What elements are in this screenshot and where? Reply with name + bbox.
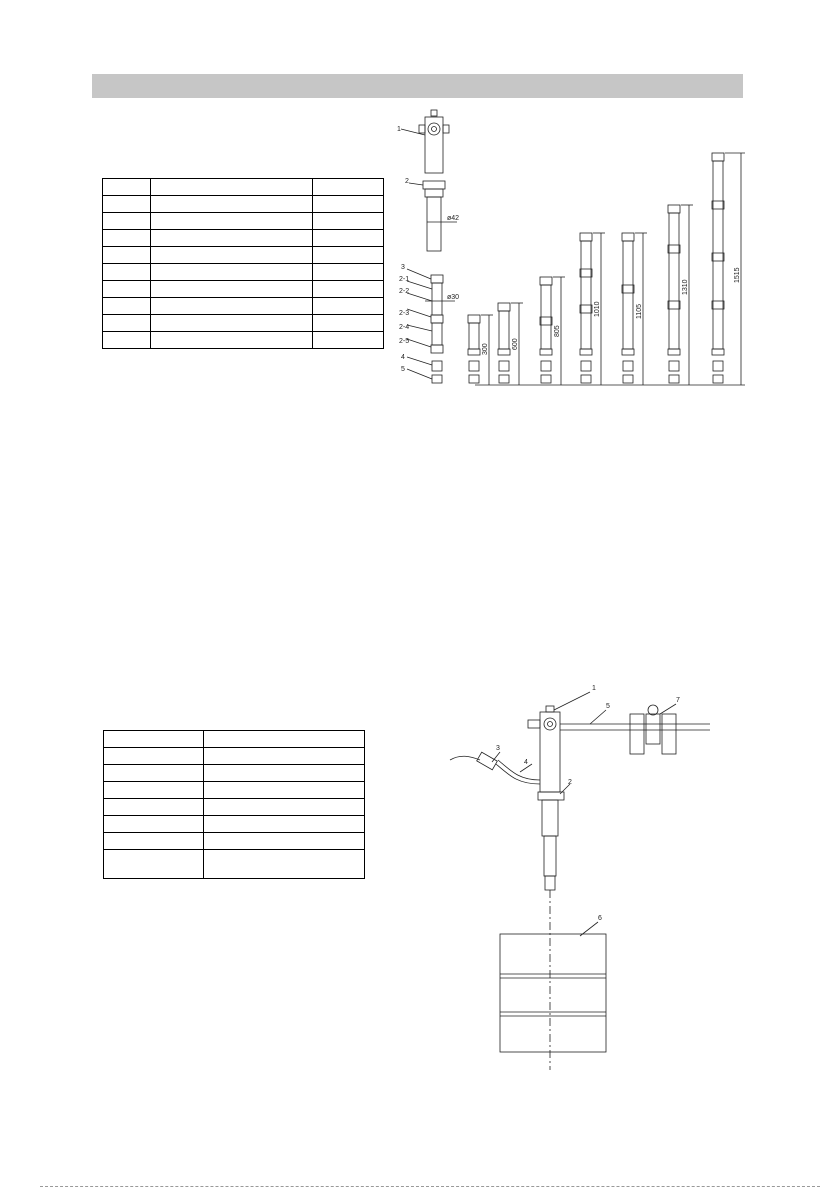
suction-tube-drawing xyxy=(395,105,755,395)
table-cell xyxy=(104,850,204,879)
page-bottom-rule xyxy=(40,1186,820,1187)
callout-2-2: 2-2 xyxy=(399,288,410,295)
table-cell xyxy=(104,782,204,799)
table-cell xyxy=(104,799,204,816)
table-row xyxy=(103,315,384,332)
table-cell xyxy=(313,332,384,349)
install-callout-6: 6 xyxy=(598,915,602,922)
table-cell xyxy=(203,850,364,879)
length-label-300: 300 xyxy=(482,343,489,355)
install-callout-4: 4 xyxy=(524,759,528,766)
tube-assembly-detail xyxy=(407,269,455,383)
air-line-and-frl-unit xyxy=(560,705,710,754)
table-cell xyxy=(203,799,364,816)
table-cell xyxy=(103,196,151,213)
length-label-805: 805 xyxy=(554,325,561,337)
tube-1010 xyxy=(580,233,592,383)
table-cell xyxy=(150,264,313,281)
table-cell xyxy=(150,196,313,213)
length-label-1310: 1310 xyxy=(682,279,689,295)
table-cell xyxy=(150,315,313,332)
callout-2-4: 2-4 xyxy=(399,324,410,331)
table-cell xyxy=(104,765,204,782)
table-row xyxy=(104,782,365,799)
table-cell xyxy=(313,281,384,298)
table-cell xyxy=(203,833,364,850)
length-label-1105: 1105 xyxy=(636,303,643,319)
callout-5: 5 xyxy=(401,366,405,373)
tube-1515 xyxy=(712,153,724,383)
table-row xyxy=(103,247,384,264)
install-callout-2: 2 xyxy=(568,779,572,786)
table-cell xyxy=(104,731,204,748)
table-row xyxy=(104,731,365,748)
table-cell xyxy=(313,230,384,247)
callout-2-3: 2-3 xyxy=(399,310,410,317)
table-row xyxy=(103,298,384,315)
install-callout-1: 1 xyxy=(592,685,596,692)
tube-600 xyxy=(498,303,510,383)
table-cell xyxy=(203,765,364,782)
callout-4: 4 xyxy=(401,354,405,361)
table-cell xyxy=(150,213,313,230)
length-label-600: 600 xyxy=(512,338,519,350)
table-cell xyxy=(313,196,384,213)
table-cell xyxy=(103,179,151,196)
table-cell xyxy=(203,748,364,765)
table-row xyxy=(103,196,384,213)
table-cell xyxy=(103,213,151,230)
table-row xyxy=(103,264,384,281)
tube-1310 xyxy=(668,205,680,383)
table-row xyxy=(104,850,365,879)
table-cell xyxy=(150,298,313,315)
pump-motor-unit xyxy=(401,110,460,251)
table-cell xyxy=(103,281,151,298)
diameter-label-42: ø42 xyxy=(447,215,460,222)
table-cell xyxy=(103,247,151,264)
table-cell xyxy=(150,230,313,247)
parts-table xyxy=(102,178,384,349)
length-label-1515: 1515 xyxy=(734,267,741,283)
install-callout-7: 7 xyxy=(676,697,680,704)
table-cell xyxy=(313,247,384,264)
table-cell xyxy=(103,298,151,315)
table-row xyxy=(104,799,365,816)
table-cell xyxy=(313,179,384,196)
callout-2: 2 xyxy=(405,178,409,185)
callout-1: 1 xyxy=(397,126,401,133)
table-cell xyxy=(313,213,384,230)
table-row xyxy=(103,213,384,230)
tube-1105 xyxy=(622,233,634,383)
table-cell xyxy=(150,179,313,196)
table-cell xyxy=(150,332,313,349)
table-cell xyxy=(313,264,384,281)
install-callout-3: 3 xyxy=(496,745,500,752)
table-row xyxy=(104,816,365,833)
system-components-table xyxy=(103,730,365,879)
table-cell xyxy=(203,782,364,799)
table-cell xyxy=(103,264,151,281)
tube-805 xyxy=(540,277,552,383)
table-cell xyxy=(104,833,204,850)
table-cell xyxy=(103,230,151,247)
callout-2-1: 2-1 xyxy=(399,276,410,283)
table-cell xyxy=(203,816,364,833)
table-cell xyxy=(104,748,204,765)
table-cell xyxy=(150,281,313,298)
table-row xyxy=(103,230,384,247)
table-cell xyxy=(103,332,151,349)
table-cell xyxy=(150,247,313,264)
install-callout-5: 5 xyxy=(606,703,610,710)
table-row xyxy=(103,332,384,349)
table-cell xyxy=(203,731,364,748)
length-label-1010: 1010 xyxy=(594,301,601,317)
diameter-label-30: ø30 xyxy=(447,294,460,301)
table-row xyxy=(104,765,365,782)
tube-300 xyxy=(468,315,480,383)
table-cell xyxy=(313,298,384,315)
pump-motor xyxy=(528,706,564,890)
callout-3: 3 xyxy=(401,264,405,271)
pump-installation-drawing xyxy=(440,680,730,1100)
table-row xyxy=(103,179,384,196)
callout-leaders xyxy=(492,692,676,936)
table-cell xyxy=(103,315,151,332)
drum xyxy=(500,934,606,1052)
table-row xyxy=(104,833,365,850)
callout-2-5: 2-5 xyxy=(399,338,410,345)
table-row xyxy=(104,748,365,765)
table-cell xyxy=(104,816,204,833)
table-cell xyxy=(313,315,384,332)
table-row xyxy=(103,281,384,298)
section-header-bar xyxy=(92,74,743,98)
